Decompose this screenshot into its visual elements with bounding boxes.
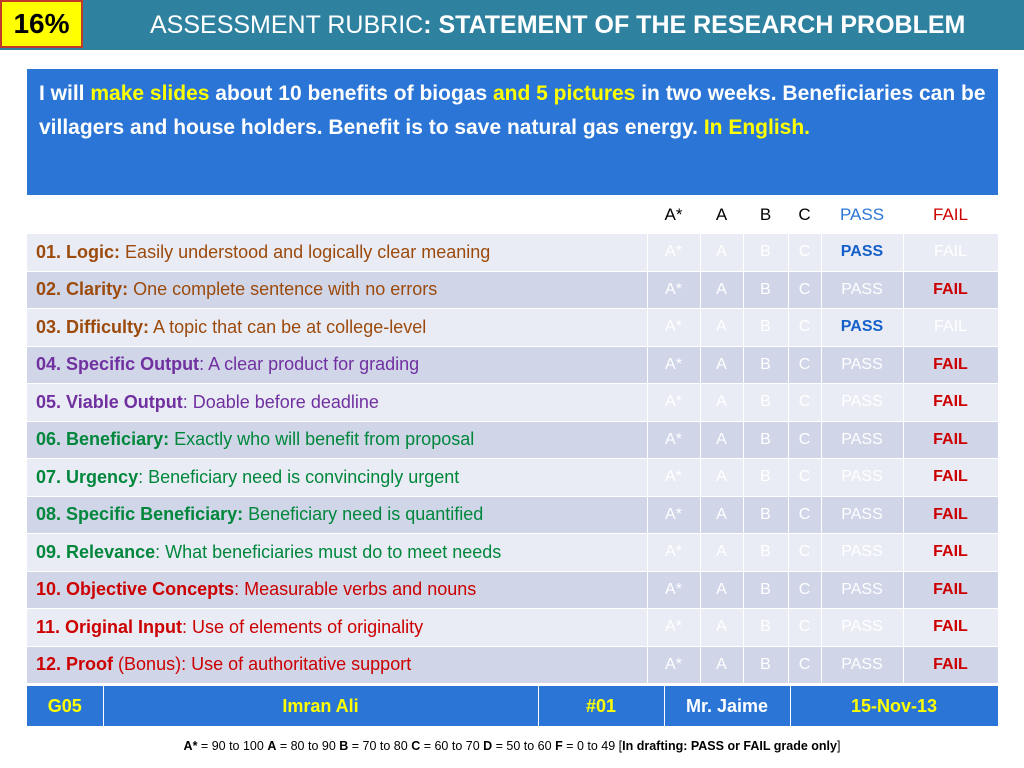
criterion-description: Beneficiary need is quantified: [243, 504, 484, 525]
criterion: [27, 646, 647, 684]
grade-cell: C: [788, 609, 821, 647]
grade-legend: [0, 739, 1024, 753]
grade-cell: A: [700, 534, 743, 572]
rubric-row: [27, 309, 998, 347]
criterion-name: 03.: [36, 316, 62, 337]
header-fail: FAIL: [903, 196, 998, 234]
grade-cell: A: [700, 346, 743, 384]
page-title: [150, 9, 965, 41]
criterion-name: 01.: [36, 241, 62, 262]
grade-cell: A: [700, 234, 743, 272]
pass-cell: PASS: [821, 459, 903, 497]
grade-cell: B: [743, 234, 788, 272]
fail-cell: FAIL: [903, 646, 998, 684]
criterion-description: Easily understood and logically clear meaning: [120, 241, 491, 262]
date: 15-Nov-13: [790, 686, 998, 726]
fail-cell: FAIL: [903, 271, 998, 309]
criterion: [27, 234, 647, 272]
fail-cell: FAIL: [903, 384, 998, 422]
grade-cell: C: [788, 234, 821, 272]
criterion: [27, 309, 647, 347]
statement-highlight: make slides: [90, 82, 210, 105]
grade-cell: B: [743, 384, 788, 422]
criterion: [27, 421, 647, 459]
criterion-title: Specific Beneficiary:: [66, 504, 244, 525]
pass-cell: PASS: [821, 421, 903, 459]
grade-cell: A: [700, 609, 743, 647]
grade-cell: B: [743, 309, 788, 347]
criterion-description: A topic that can be at college-level: [149, 316, 427, 337]
rubric-row: [27, 459, 998, 497]
grade-cell: A: [700, 646, 743, 684]
grade-cell: C: [788, 271, 821, 309]
grade-cell: A: [700, 496, 743, 534]
criterion-title: Objective Concepts: [66, 579, 235, 600]
criterion-description: Exactly who will benefit from proposal: [169, 429, 475, 450]
legend-value: = 50 to 60: [492, 739, 556, 753]
statement-highlight: and 5 pictures: [492, 82, 636, 105]
criterion-name: 06.: [36, 429, 62, 450]
grade-cell: B: [743, 421, 788, 459]
pass-cell: PASS: [821, 384, 903, 422]
grade-cell: A*: [647, 646, 700, 684]
grade-cell: A: [700, 459, 743, 497]
pass-cell: PASS: [821, 271, 903, 309]
criterion: [27, 534, 647, 572]
criterion-title: Beneficiary:: [66, 429, 170, 450]
grade-cell: C: [788, 534, 821, 572]
pass-cell: PASS: [821, 496, 903, 534]
criterion-description: (Bonus): Use of authoritative support: [113, 654, 412, 675]
criterion-description: : Doable before deadline: [182, 391, 379, 412]
pass-cell: PASS: [821, 609, 903, 647]
legend-value: = 70 to 80: [348, 739, 412, 753]
criterion-name: 10.: [36, 579, 62, 600]
rubric-table: [27, 196, 999, 684]
grade-cell: C: [788, 384, 821, 422]
student-info-bar: [27, 686, 999, 726]
legend-key: C: [411, 739, 421, 753]
grade-cell: C: [788, 421, 821, 459]
header-c: C: [788, 196, 821, 234]
fail-cell: FAIL: [903, 346, 998, 384]
legend-key: D: [483, 739, 493, 753]
teacher-name: Mr. Jaime: [664, 686, 790, 726]
criterion-name: 04.: [36, 354, 62, 375]
legend-key: B: [339, 739, 349, 753]
pass-cell: PASS: [821, 309, 903, 347]
grade-cell: A*: [647, 309, 700, 347]
grade-cell: A: [700, 309, 743, 347]
grade-cell: C: [788, 459, 821, 497]
rubric-row: [27, 609, 998, 647]
criterion: [27, 459, 647, 497]
pass-cell: PASS: [821, 346, 903, 384]
pass-cell: PASS: [821, 646, 903, 684]
score-badge: 16%: [0, 0, 83, 48]
grade-cell: C: [788, 496, 821, 534]
grade-cell: A*: [647, 609, 700, 647]
criterion-name: 05.: [36, 391, 62, 412]
criterion-description: : A clear product for grading: [199, 354, 420, 375]
statement-highlight: In English.: [703, 116, 810, 139]
criterion-description: : Measurable verbs and nouns: [234, 579, 477, 600]
rubric-header-row: [27, 196, 998, 234]
student-name: Imran Ali: [103, 686, 538, 726]
legend-value: = 60 to 70: [420, 739, 484, 753]
header-criterion: [27, 196, 647, 234]
pass-cell: PASS: [821, 234, 903, 272]
title-separator: :: [423, 11, 439, 39]
grade-cell: B: [743, 571, 788, 609]
criterion-name: 08.: [36, 504, 62, 525]
fail-cell: FAIL: [903, 459, 998, 497]
rubric-row: [27, 571, 998, 609]
fail-cell: FAIL: [903, 534, 998, 572]
legend-value: = 90 to 100: [197, 739, 268, 753]
criterion-name: 09.: [36, 541, 62, 562]
criterion: [27, 271, 647, 309]
rubric-row: [27, 384, 998, 422]
grade-cell: A: [700, 571, 743, 609]
header-a-star: A*: [647, 196, 700, 234]
grade-cell: B: [743, 609, 788, 647]
criterion-title: Specific Output: [66, 354, 200, 375]
grade-cell: B: [743, 646, 788, 684]
rubric-row: [27, 421, 998, 459]
criterion-title: Relevance: [66, 541, 156, 562]
criterion-title: Urgency: [66, 466, 139, 487]
problem-statement: [27, 69, 998, 195]
grade-cell: B: [743, 496, 788, 534]
header-pass: PASS: [821, 196, 903, 234]
header-b: B: [743, 196, 788, 234]
legend-value: ]: [836, 739, 841, 753]
title-bar: [0, 0, 1024, 50]
grade-cell: A*: [647, 421, 700, 459]
title-main: STATEMENT OF THE RESEARCH PROBLEM: [438, 11, 966, 39]
statement-text: about 10 benefits of biogas: [209, 82, 493, 105]
rubric-row: [27, 271, 998, 309]
criterion: [27, 346, 647, 384]
rubric-row: [27, 346, 998, 384]
grade-cell: B: [743, 534, 788, 572]
grade-cell: A*: [647, 384, 700, 422]
fail-cell: FAIL: [903, 421, 998, 459]
criterion-description: One complete sentence with no errors: [128, 279, 438, 300]
fail-cell: FAIL: [903, 571, 998, 609]
grade-cell: A: [700, 384, 743, 422]
criterion: [27, 571, 647, 609]
header-a: A: [700, 196, 743, 234]
criterion-title: Original Input: [65, 616, 183, 637]
criterion-title: Viable Output: [66, 391, 183, 412]
legend-key: In drafting: PASS or FAIL grade only: [622, 739, 837, 753]
rubric-row: [27, 646, 998, 684]
criterion-title: Clarity:: [66, 279, 129, 300]
fail-cell: FAIL: [903, 609, 998, 647]
criterion-title: Proof: [66, 654, 114, 675]
grade-cell: A*: [647, 271, 700, 309]
legend-value: = 0 to 49 [: [562, 739, 623, 753]
legend-key: A*: [183, 739, 198, 753]
legend-key: F: [555, 739, 563, 753]
fail-cell: FAIL: [903, 309, 998, 347]
criterion-name: 12.: [36, 654, 62, 675]
statement-text: in two weeks. Beneficiaries can be villagers and house holders. Benefit is to save natural gas energy.: [39, 82, 986, 139]
statement-text: I will: [39, 82, 91, 105]
criterion: [27, 384, 647, 422]
student-number: #01: [538, 686, 664, 726]
legend-key: A: [267, 739, 277, 753]
fail-cell: FAIL: [903, 234, 998, 272]
grade-cell: A*: [647, 496, 700, 534]
criterion: [27, 609, 647, 647]
grade-cell: C: [788, 646, 821, 684]
grade-cell: B: [743, 271, 788, 309]
criterion: [27, 496, 647, 534]
criterion-description: : What beneficiaries must do to meet needs: [155, 541, 502, 562]
criterion-name: 02.: [36, 279, 62, 300]
pass-cell: PASS: [821, 534, 903, 572]
grade-cell: A: [700, 271, 743, 309]
grade-cell: B: [743, 346, 788, 384]
rubric-row: [27, 234, 998, 272]
criterion-name: 11.: [36, 616, 61, 637]
grade-cell: C: [788, 309, 821, 347]
criterion-title: Logic:: [66, 241, 121, 262]
grade-cell: C: [788, 346, 821, 384]
grade-cell: A: [700, 421, 743, 459]
criterion-title: Difficulty:: [66, 316, 150, 337]
grade-cell: A*: [647, 571, 700, 609]
grade-cell: A*: [647, 234, 700, 272]
grade-cell: A*: [647, 459, 700, 497]
pass-cell: PASS: [821, 571, 903, 609]
rubric-row: [27, 496, 998, 534]
fail-cell: FAIL: [903, 496, 998, 534]
criterion-description: : Beneficiary need is convincingly urgent: [138, 466, 460, 487]
legend-value: = 80 to 90: [276, 739, 340, 753]
grade-cell: B: [743, 459, 788, 497]
title-prefix: ASSESSMENT RUBRIC: [150, 11, 424, 39]
grade-cell: C: [788, 571, 821, 609]
group-code: G05: [27, 686, 103, 726]
grade-cell: A*: [647, 346, 700, 384]
grade-cell: A*: [647, 534, 700, 572]
rubric-row: [27, 534, 998, 572]
criterion-description: : Use of elements of originality: [182, 616, 424, 637]
criterion-name: 07.: [36, 466, 62, 487]
